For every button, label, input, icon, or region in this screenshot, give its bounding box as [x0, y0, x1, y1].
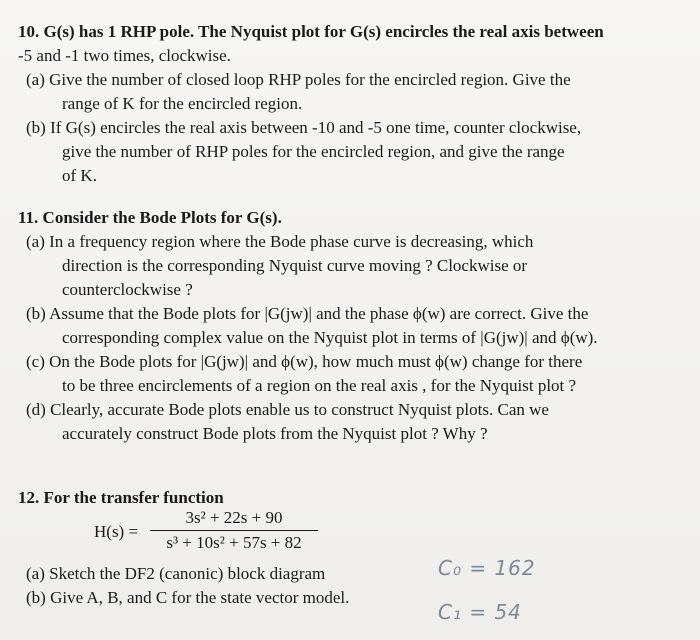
question-11: [18, 206, 678, 446]
handwritten-c1-note: C₁ = 54: [438, 600, 522, 624]
question-12-title: 12. For the transfer function: [18, 488, 224, 507]
question-12: [18, 486, 678, 636]
transfer-function-lhs: H(s) =: [94, 522, 139, 541]
question-11-part-a: (a) In a frequency region where the Bode phase curve is decreasing, which: [26, 232, 534, 251]
question-11-part-b-cont: corresponding complex value on the Nyquist plot in terms of |G(jw)| and ϕ(w).: [62, 328, 598, 347]
handwritten-c0-note: C₀ = 162: [438, 556, 536, 580]
question-10: [18, 20, 678, 188]
question-10-part-b-cont: give the number of RHP poles for the encircled region, and give the range: [62, 142, 565, 161]
question-12-part-a: (a) Sketch the DF2 (canonic) block diagram: [26, 564, 326, 583]
transfer-function-fraction: [150, 508, 318, 553]
question-10-part-b: (b) If G(s) encircles the real axis between -10 and -5 one time, counter clockwise,: [26, 118, 582, 137]
question-12-parts: [26, 562, 349, 610]
transfer-function-denominator: s³ + 10s² + 57s + 82: [166, 533, 302, 552]
question-11-title: 11. Consider the Bode Plots for G(s).: [18, 208, 282, 227]
question-11-part-a-cont2: counterclockwise ?: [62, 280, 193, 299]
question-10-part-a-cont: range of K for the encircled region.: [62, 94, 303, 113]
question-11-part-d-cont: accurately construct Bode plots from the Nyquist plot ? Why ?: [62, 424, 488, 443]
question-11-part-c: (c) On the Bode plots for |G(jw)| and ϕ(w), how much must ϕ(w) change for there: [26, 352, 583, 371]
question-11-part-a-cont: direction is the corresponding Nyquist curve moving ? Clockwise or: [62, 256, 528, 275]
question-11-part-d: (d) Clearly, accurate Bode plots enable us to construct Nyquist plots. Can we: [26, 400, 549, 419]
question-10-part-a: (a) Give the number of closed loop RHP poles for the encircled region. Give the: [26, 70, 571, 89]
question-10-title-cont: -5 and -1 two times, clockwise.: [18, 46, 231, 65]
question-10-title: 10. G(s) has 1 RHP pole. The Nyquist plot for G(s) encircles the real axis between: [18, 22, 604, 41]
question-11-part-c-cont: to be three encirclements of a region on the real axis , for the Nyquist plot ?: [62, 376, 577, 395]
question-10-part-b-cont2: of K.: [62, 166, 97, 185]
transfer-function-numerator: 3s² + 22s + 90: [185, 508, 283, 527]
question-11-part-b: (b) Assume that the Bode plots for |G(jw)| and the phase ϕ(w) are correct. Give the: [26, 304, 589, 323]
fraction-bar: [150, 530, 318, 531]
question-12-part-b: (b) Give A, B, and C for the state vector model.: [26, 588, 350, 607]
